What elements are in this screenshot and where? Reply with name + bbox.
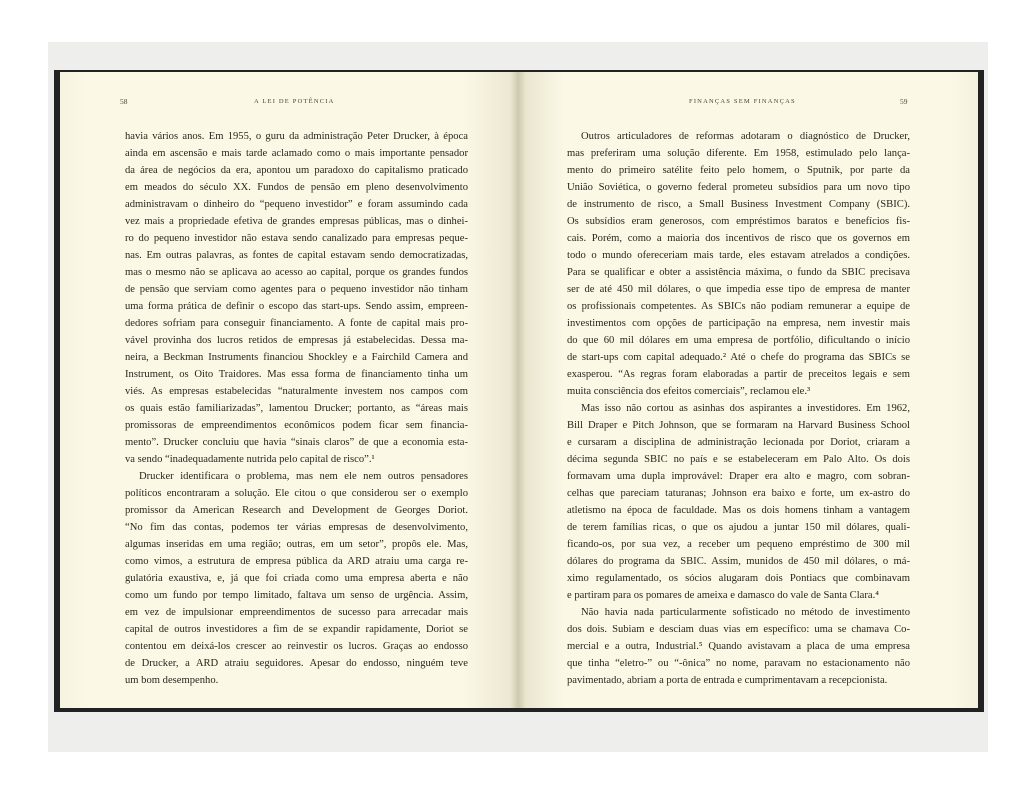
text-line: União Soviética, o governo federal prometeu subsídios para um novo tipo (567, 182, 910, 193)
text-line: Outros articuladores de reformas adotaram o diagnóstico de Drucker, (581, 131, 910, 142)
text-line: ximo regulamentado, os sócios alugaram dois Pontiacs que combinavam (567, 573, 910, 584)
right-folio: 59 (900, 97, 908, 106)
text-line: nas. Em outras palavras, as fontes de capital estavam sendo democratizadas, (125, 250, 468, 261)
text-line: va sendo “inadequadamente nutrida pelo capital de risco”.¹ (125, 454, 375, 465)
text-line: como vimos, a estrutura de empresa pública da ARD atraiu uma carga re- (125, 556, 468, 567)
text-line: que tinha “eletro-” ou “-ônica” no nome, paravam no estacionamento não (567, 658, 910, 669)
text-line: neira, a Beckman Instruments financiou Shockley e a Fairchild Camera and (125, 352, 468, 363)
text-line: mento do primeiro satélite feito pelo homem, o Sputnik, por parte da (567, 165, 910, 176)
text-line: atletismo na época de faculdade. Mas os dois homens tinham a vantagem (567, 505, 910, 516)
right-body-text (567, 128, 910, 689)
text-line: celhas que pareciam taturanas; Johnson era baixo e forte, um ex-astro do (567, 488, 910, 499)
text-line: Instrument, os Oito Traidores. Mas essa forma de financiamento tinha um (125, 369, 468, 380)
text-line: formavam uma dupla improvável: Draper era alto e magro, com sobran- (567, 471, 910, 482)
book-gutter (510, 72, 526, 708)
text-line: algumas inseridas em uma região; outras, em um setor”, propôs ele. Mas, (125, 539, 468, 550)
text-line: mercial e a outra, Industrial.⁵ Quando avistavam a placa de uma empresa (567, 641, 910, 652)
text-line: muita consciência dos efeitos comerciais”, reclamou ele.³ (567, 386, 811, 397)
text-line: de instrumento de risco, a Small Business Investment Company (SBIC). (567, 199, 910, 210)
text-line: mento”. Drucker concluiu que havia “sinais claros” de que a economia esta- (125, 437, 468, 448)
text-line: e cursaram a disciplina de administração lecionada por Doriot, criaram a (567, 437, 910, 448)
text-line: Os subsídios eram generosos, com empréstimos baratos e benefícios fis- (567, 216, 910, 227)
text-line: ro do pequeno investidor não estava sendo canalizado para empresas peque- (125, 233, 468, 244)
text-line: pavimentado, abriam a porta de entrada e cumprimentavam a recepcionista. (567, 675, 888, 686)
text-line: todo o mundo ofereceriam mais tarde, eles estavam atrelados a condições. (567, 250, 910, 261)
text-line: ficando-os, por sua vez, a receber um pequeno empréstimo de 300 mil (567, 539, 910, 550)
text-line: os quais estão familiarizadas”, lamentou Drucker; portanto, as “áreas mais (125, 403, 468, 414)
text-line: administravam o dinheiro do “pequeno investidor” e foram assumindo cada (125, 199, 468, 210)
text-line: políticos encontraram a solução. Ele citou o que considerou ser o exemplo (125, 488, 468, 499)
text-line: dólares do programa da SBIC. Assim, munidos de 450 mil dólares, o má- (567, 556, 910, 567)
text-line: os profissionais competentes. As SBICs não podiam remunerar a equipe de (567, 301, 910, 312)
text-line: Mas isso não cortou as asinhas dos aspirantes a investidores. Em 1962, (581, 403, 910, 414)
text-line: ainda em ascensão e mais tarde aclamado como o mais importante pensador (125, 148, 468, 159)
text-line: havia vários anos. Em 1955, o guru da administração Peter Drucker, à época (125, 131, 468, 142)
text-line: mas preferiram uma solução diferente. Em 1958, estimulado pelo lança- (567, 148, 910, 159)
text-line: do que 60 mil dólares em uma empresa de portfólio, dificultando o início (567, 335, 910, 346)
text-line: investimentos com opções de participação na empresa, nem investir mais (567, 318, 910, 329)
text-line: capital de outros investidores a fim de se expandir rapidamente, Doriot se (125, 624, 468, 635)
text-line: cais. Porém, como a maioria dos incentivos de risco que os governos em (567, 233, 910, 244)
text-line: viés. As empresas estabelecidas “naturalmente investem nos campos com (125, 386, 468, 397)
text-line: vável provinha dos lucros retidos de empresas já estabelecidas. Dessa ma- (125, 335, 468, 346)
text-line: de terem famílias ricas, o que os ajudou a juntar 150 mil dólares, quali- (567, 522, 910, 533)
right-running-head: FINANÇAS SEM FINANÇAS (689, 98, 796, 105)
left-folio: 58 (120, 97, 128, 106)
text-line: em vez de impulsionar empreendimentos de sucesso para arrecadar mais (125, 607, 468, 618)
text-line: Não havia nada particularmente sofisticado no método de investimento (581, 607, 910, 618)
text-line: como um fundo por tempo limitado, faltava um senso de urgência. Assim, (125, 590, 468, 601)
text-line: dos dois. Subiam e desciam duas vias em específico: uma se chamava Co- (567, 624, 910, 635)
text-line: exasperou. “As regras foram elaboradas a partir de preceitos legais e sem (567, 369, 910, 380)
text-line: da área de negócios da era, apontou um paradoxo do capitalismo praticado (125, 165, 468, 176)
text-line: de Drucker, a ARD atraiu seguidores. Apesar do endosso, ninguém teve (125, 658, 468, 669)
text-line: promissoras de empreendimentos econômicos podem ficar sem financia- (125, 420, 468, 431)
text-line: em meados do século XX. Fundos de pensão em pleno desenvolvimento (125, 182, 468, 193)
text-line: contentou em deixá-los crescer ao reinvestir os lucros. Graças ao endosso (125, 641, 468, 652)
text-line: uma forma prática de definir o escopo das start-ups. Sendo assim, empreen- (125, 301, 468, 312)
text-line: gulatória exaustiva, e, já que foi criada como uma empresa aberta e não (125, 573, 468, 584)
text-line: “No fim das contas, podemos ter várias empresas de desenvolvimento, (125, 522, 468, 533)
left-running-head: A LEI DE POTÊNCIA (254, 98, 335, 105)
text-line: de start-ups com capital adequado.² Até o chefe do programa das SBICs se (567, 352, 910, 363)
text-line: vez mais a propriedade efetiva de grandes empresas públicas, mas o dinhei- (125, 216, 468, 227)
text-line: promissor da American Research and Development de Georges Doriot. (125, 505, 468, 516)
text-line: Drucker identificara o problema, mas nem ele nem outros pensadores (139, 471, 468, 482)
text-line: e partiram para os pomares de ameixa e damasco do vale de Santa Clara.⁴ (567, 590, 879, 601)
text-line: décima segunda SBIC no país e se estabeleceram em Palo Alto. Os dois (567, 454, 910, 465)
text-line: mas o mesmo não se aplicava ao acesso ao capital, porque os grandes fundos (125, 267, 468, 278)
text-line: dedores sofriam para conseguir financiamento. A fonte de capital mais pro- (125, 318, 468, 329)
left-body-text (125, 128, 468, 689)
text-line: ser de até 450 mil dólares, o que impedia esse tipo de empresa de manter (567, 284, 910, 295)
text-line: Bill Draper e Pitch Johnson, que se formaram na Harvard Business School (567, 420, 910, 431)
text-line: de pensão que serviam como agentes para o pequeno investidor não tinham (125, 284, 468, 295)
text-line: Para se qualificar e obter a assistência máxima, o fundo da SBIC precisava (567, 267, 910, 278)
text-line: um bom desempenho. (125, 675, 219, 686)
